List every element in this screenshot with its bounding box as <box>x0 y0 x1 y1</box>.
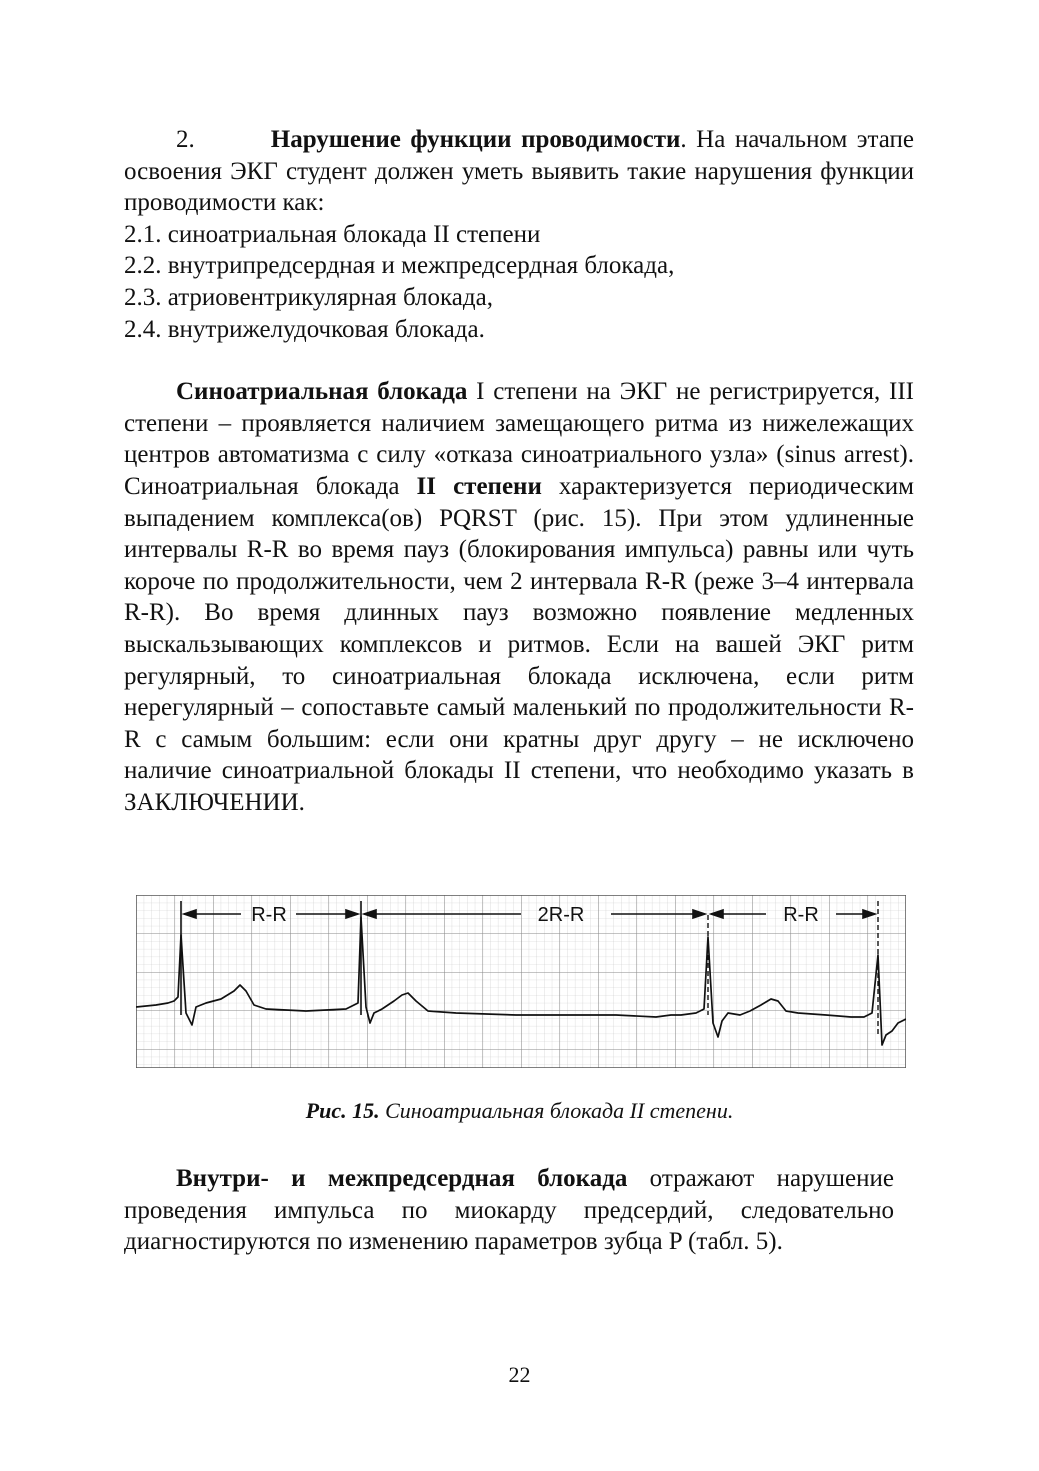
list-item: 2.1. синоатриальная блокада II степени <box>124 220 541 248</box>
section-heading-paragraph <box>124 124 914 219</box>
list-item: 2.2. внутрипредсердная и межпредсердная блокада, <box>124 252 675 280</box>
page-number: 22 <box>508 1362 531 1387</box>
section-number: 2. <box>176 126 195 153</box>
sa-text-2: характеризуется периодическим выпадением комплекса(ов) PQRST (рис. 15). При этом удлиненные интервалы R-R во время пауз (блокирования импульса) равны или чуть короче по продолжительности, чем 2 интервала R-R (реже 3–4 интервала R-R). Во время длинных пауз возможно появление медленных выскальзывающих комплексов и ритмов. Если на вашей ЭКГ ритм регулярный, то синоатриальная блокада исключена, если ритм нерегулярный – сопоставьте самый маленький по продолжительности R-R с самым большим: если они кратны друг другу – не исключено наличие синоатриальной блокады II степени, что необходимо указать в ЗАКЛЮЧЕНИИ. <box>124 472 914 816</box>
atrial-block-text: отражают нарушение проведения импульса по миокарду предсердий, следовательно диагностируются по изменению параметров зубца P (табл. 5). <box>124 1165 894 1256</box>
list-item: 2.3. атриовентрикулярная блокада, <box>124 283 493 311</box>
figure-caption-text: Синоатриальная блокада II степени. <box>379 1098 734 1123</box>
section-intro: . На начальном этапе освоения ЭКГ студент должен уметь выявить такие нарушения функции проводимости как: <box>124 126 914 217</box>
list-item: 2.4. внутрижелудочковая блокада. <box>124 315 485 343</box>
interval-label: 2R-R <box>537 904 585 926</box>
figure-caption <box>0 1098 1039 1124</box>
sa-block-term: Синоатриальная блокада <box>176 378 468 406</box>
conduction-list <box>124 219 914 345</box>
main-text <box>124 124 914 818</box>
atrial-block-paragraph <box>124 1163 894 1258</box>
ecg-figure <box>136 895 906 1068</box>
section-title: Нарушение функции проводимости <box>270 126 681 153</box>
sa-block-paragraph <box>124 376 914 818</box>
sa-text-1: I степени на ЭКГ не регистрируется, III степени – проявляется наличием замещающего ритма из нижележащих центров автоматизма с силу «отказа синоатриального узла» (sinus arrest). Синоатриальная блокада <box>124 378 914 500</box>
atrial-block-term: Внутри- и межпредсердная блокада <box>176 1165 628 1192</box>
interval-label: R-R <box>251 904 287 926</box>
figure-caption-label: Рис. 15. <box>305 1098 380 1123</box>
sa-degree-term: II степени <box>416 472 542 500</box>
interval-label: R-R <box>783 904 819 926</box>
